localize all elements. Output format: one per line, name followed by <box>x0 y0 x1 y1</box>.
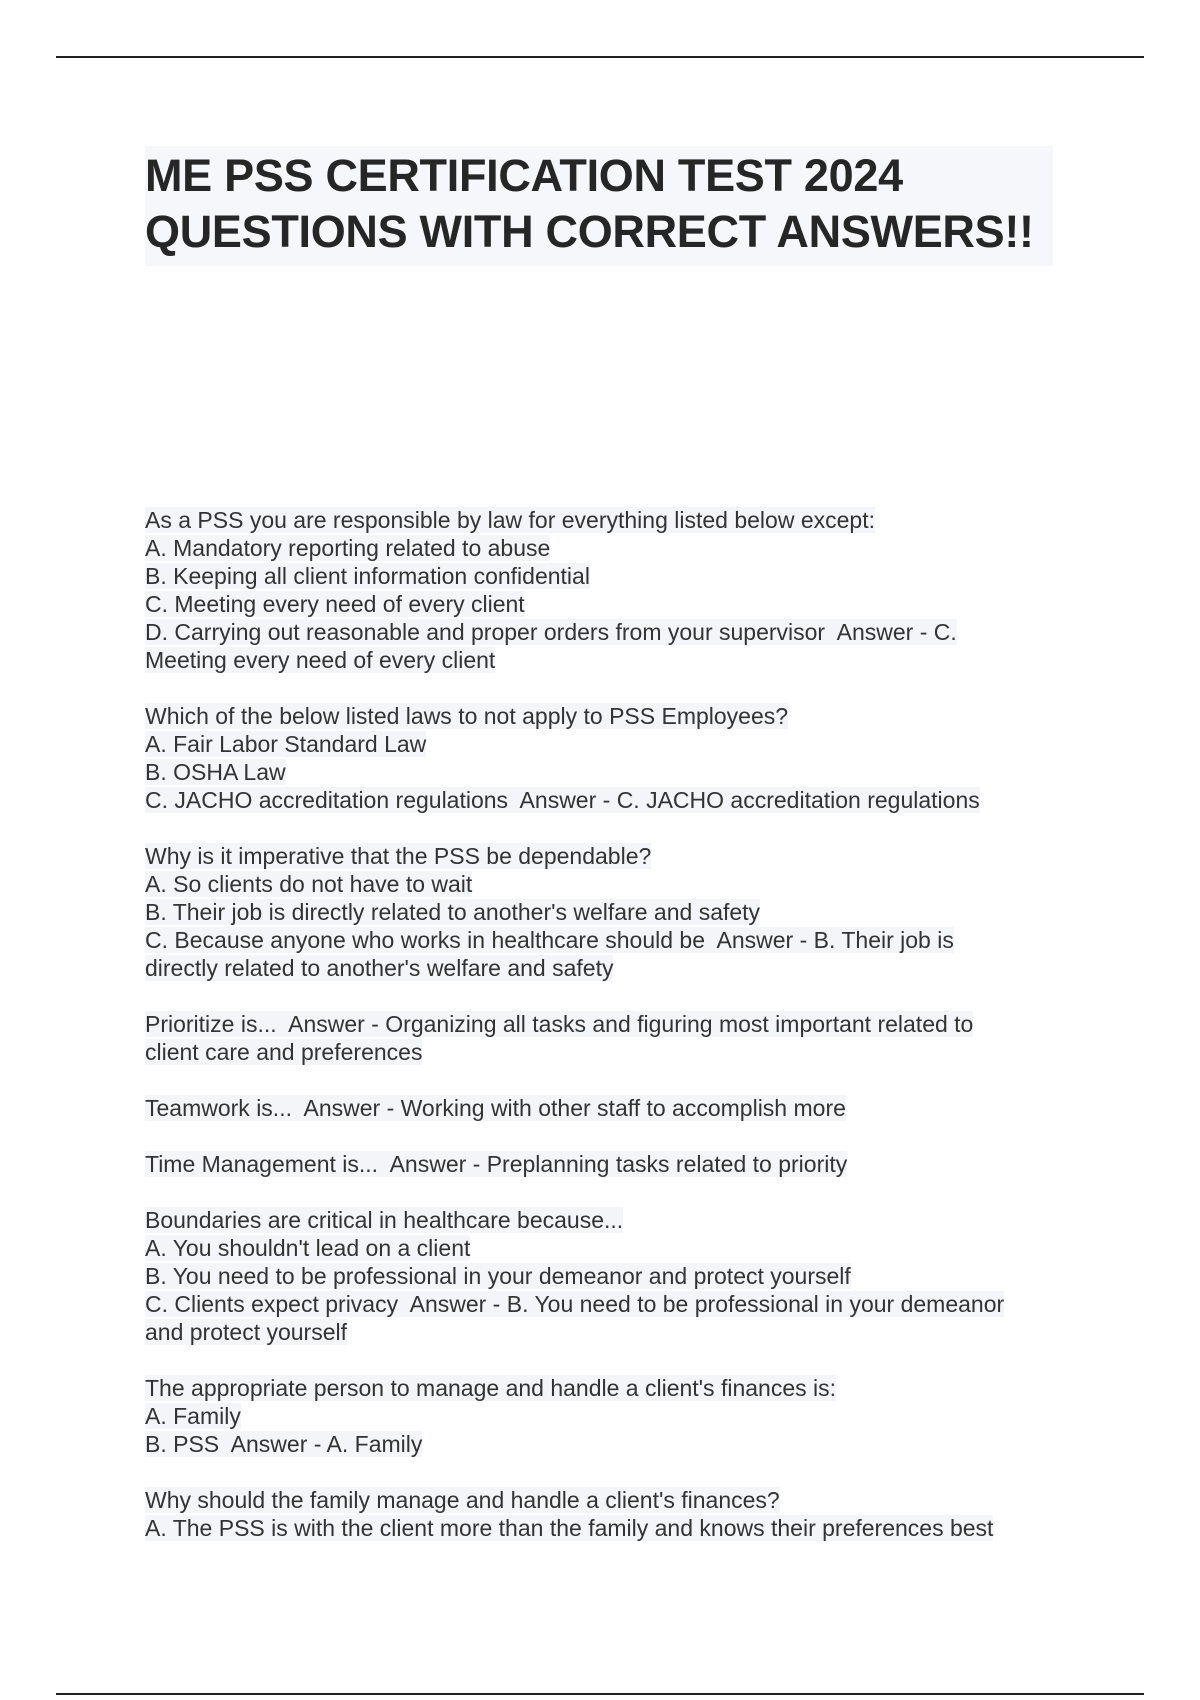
question-line <box>145 1038 1075 1066</box>
question-line-text: B. Their job is directly related to another's welfare and safety <box>145 899 761 925</box>
question-line-text: The appropriate person to manage and handle a client's finances is: <box>145 1375 836 1401</box>
top-rule <box>56 56 1144 58</box>
question-line-text: A. Family <box>145 1403 241 1429</box>
question-line <box>145 730 1075 758</box>
question-line <box>145 1514 1075 1542</box>
question-line-text: A. The PSS is with the client more than the family and knows their preferences best <box>145 1515 994 1541</box>
question-line-text: C. Clients expect privacy Answer - B. You need to be professional in your demeanor <box>145 1291 1005 1317</box>
question-line-text: B. Keeping all client information confidential <box>145 563 590 589</box>
question-line <box>145 646 1075 674</box>
question-line-text: A. Mandatory reporting related to abuse <box>145 535 551 561</box>
question-line <box>145 842 1075 870</box>
question-line <box>145 926 1075 954</box>
question-line-text: C. Meeting every need of every client <box>145 591 525 617</box>
question-list <box>145 506 1075 1570</box>
question-line <box>145 1430 1075 1458</box>
bottom-rule <box>56 1693 1144 1695</box>
question-line <box>145 618 1075 646</box>
question-line <box>145 1402 1075 1430</box>
question-block <box>145 1206 1075 1346</box>
question-line-text: A. Fair Labor Standard Law <box>145 731 427 757</box>
question-line-text: D. Carrying out reasonable and proper orders from your supervisor Answer - C. <box>145 619 957 645</box>
question-line <box>145 1206 1075 1234</box>
question-line <box>145 1150 1075 1178</box>
question-line <box>145 758 1075 786</box>
question-line <box>145 1374 1075 1402</box>
question-line <box>145 954 1075 982</box>
question-line-text: Why should the family manage and handle a client's finances? <box>145 1487 780 1513</box>
question-line <box>145 870 1075 898</box>
question-line <box>145 1318 1075 1346</box>
question-line-text: B. OSHA Law <box>145 759 286 785</box>
question-line-text: C. JACHO accreditation regulations Answer - C. JACHO accreditation regulations <box>145 787 980 813</box>
question-line-text: As a PSS you are responsible by law for everything listed below except: <box>145 507 875 533</box>
question-line <box>145 898 1075 926</box>
title-block <box>145 146 1053 266</box>
question-line <box>145 590 1075 618</box>
question-line-text: directly related to another's welfare and safety <box>145 955 614 981</box>
question-line-text: Time Management is... Answer - Preplanning tasks related to priority <box>145 1151 848 1177</box>
question-line-text: Boundaries are critical in healthcare because... <box>145 1207 624 1233</box>
question-line <box>145 506 1075 534</box>
question-block <box>145 702 1075 814</box>
question-line-text: B. You need to be professional in your demeanor and protect yourself <box>145 1263 851 1289</box>
question-line <box>145 1262 1075 1290</box>
question-block <box>145 842 1075 982</box>
question-line-text: C. Because anyone who works in healthcare should be Answer - B. Their job is <box>145 927 954 953</box>
question-block <box>145 1010 1075 1066</box>
question-line <box>145 702 1075 730</box>
question-line <box>145 1234 1075 1262</box>
question-line-text: A. So clients do not have to wait <box>145 871 473 897</box>
question-line <box>145 1094 1075 1122</box>
question-line-text: Meeting every need of every client <box>145 647 496 673</box>
question-block <box>145 1374 1075 1458</box>
question-line-text: B. PSS Answer - A. Family <box>145 1431 423 1457</box>
question-line-text: Teamwork is... Answer - Working with other staff to accomplish more <box>145 1095 846 1121</box>
question-line <box>145 786 1075 814</box>
document-title: ME PSS CERTIFICATION TEST 2024 QUESTIONS WITH CORRECT ANSWERS!! <box>145 150 1034 257</box>
question-line <box>145 1290 1075 1318</box>
question-line-text: client care and preferences <box>145 1039 423 1065</box>
question-block <box>145 1486 1075 1542</box>
question-line-text: A. You shouldn't lead on a client <box>145 1235 471 1261</box>
question-line-text: Prioritize is... Answer - Organizing all tasks and figuring most important related to <box>145 1011 974 1037</box>
question-block <box>145 1150 1075 1178</box>
question-line-text: Which of the below listed laws to not apply to PSS Employees? <box>145 703 789 729</box>
question-line <box>145 534 1075 562</box>
question-line <box>145 562 1075 590</box>
question-line <box>145 1010 1075 1038</box>
question-line-text: Why is it imperative that the PSS be dependable? <box>145 843 652 869</box>
question-block <box>145 506 1075 674</box>
question-block <box>145 1094 1075 1122</box>
question-line <box>145 1486 1075 1514</box>
question-line-text: and protect yourself <box>145 1319 348 1345</box>
